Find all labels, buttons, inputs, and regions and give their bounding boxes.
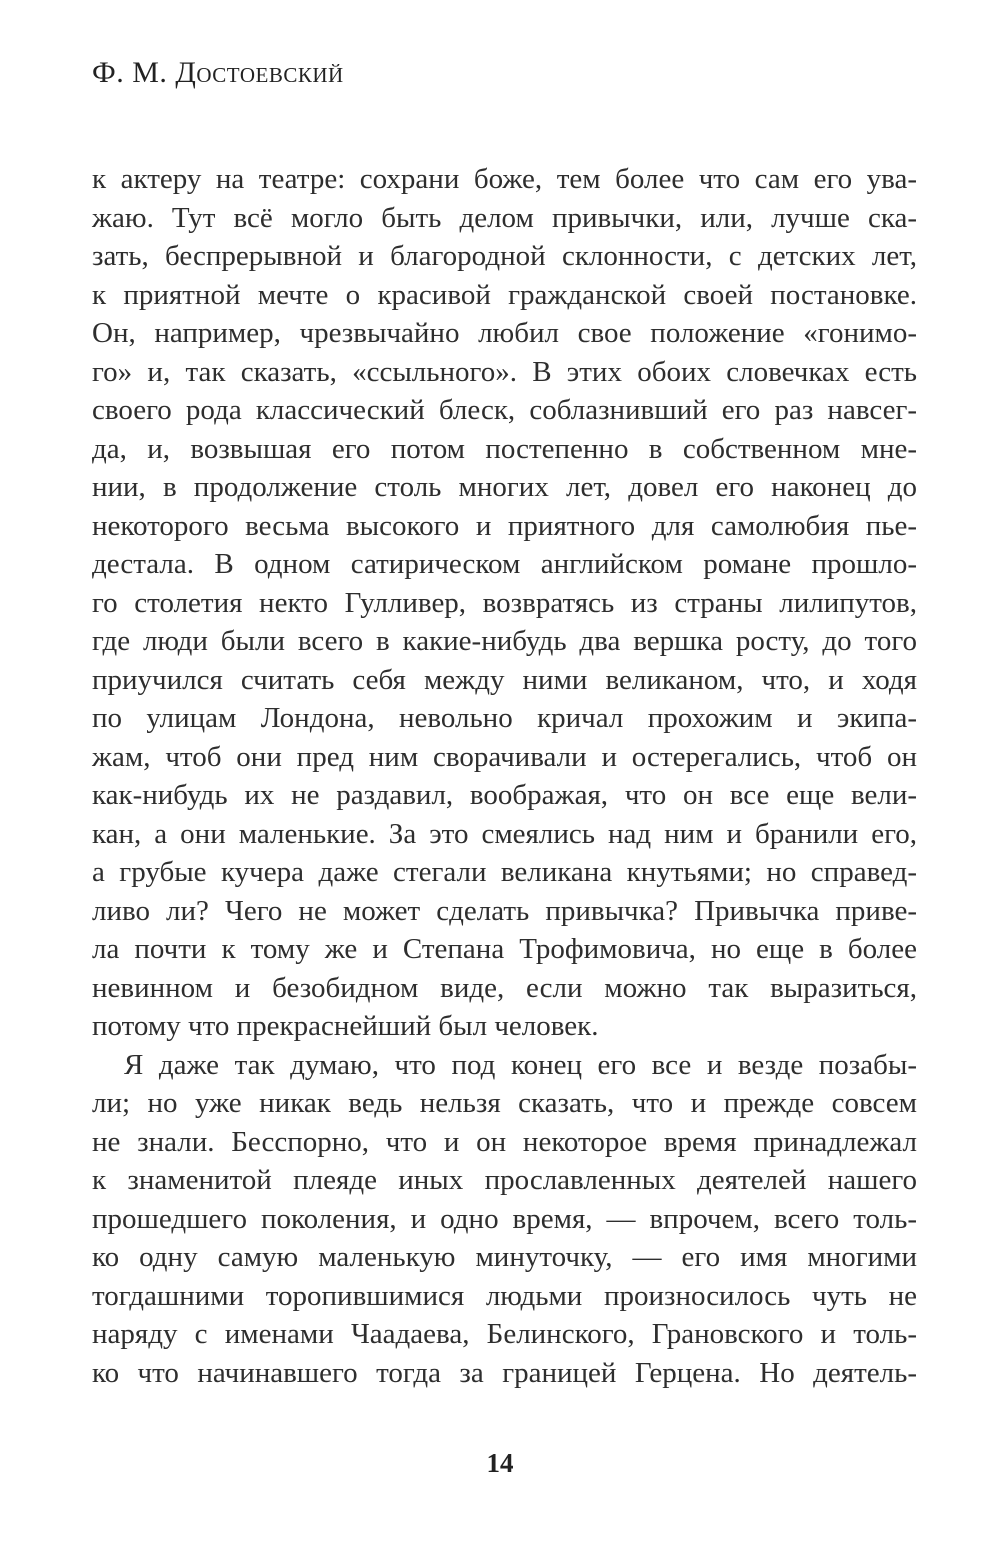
text-line: к актеру на театре: сохрани боже, тем более что сам его ува- (92, 163, 917, 195)
text-line: не знали. Бесспорно, что и он некоторое время принадлежал (92, 1125, 917, 1158)
text-line: ко одну самую маленькую минуточку, — его имя многими (92, 1241, 917, 1273)
text-line: своего рода классический блеск, соблазнивший его раз навсег- (92, 394, 917, 426)
text-line: где люди были всего в какие-нибудь два вершка росту, до того (92, 625, 917, 657)
text-line: потому что прекраснейший был человек. (92, 1010, 599, 1042)
text-line: как-нибудь их не раздавил, воображая, что он все еще вели- (92, 779, 917, 811)
text-line: прошедшего поколения, и одно время, — впрочем, всего толь- (92, 1202, 917, 1235)
text-line: к приятной мечте о красивой гражданской своей постановке. (92, 278, 917, 311)
text-line: жаю. Тут всё могло быть делом привычки, или, лучше ска- (92, 201, 917, 234)
text-line: некоторого весьма высокого и приятного для самолюбия пье- (92, 509, 917, 542)
text-line: Он, например, чрезвычайно любил свое положение «гонимо- (92, 317, 917, 349)
text-line: к знаменитой плеяде иных прославленных деятелей нашего (92, 1164, 917, 1196)
text-line: кан, а они маленькие. За это смеялись над ним и бранили его, (92, 817, 917, 850)
paragraph-1 (92, 160, 917, 1046)
text-line: приучился считать себя между ними великаном, что, и ходя (92, 663, 917, 696)
text-line: Я даже так думаю, что под конец его все и везде позабы- (124, 1048, 917, 1081)
text-line: по улицам Лондона, невольно кричал прохожим и экипа- (92, 702, 917, 734)
text-line: жам, чтоб они пред ним сворачивали и остерегались, чтоб он (92, 740, 917, 773)
page-number: 14 (486, 1448, 514, 1478)
running-head: Ф. М. Достоевский (92, 56, 344, 89)
text-line: го столетия некто Гулливер, возвратясь из страны лилипутов, (92, 586, 917, 619)
paragraph-2 (92, 1046, 917, 1393)
text-line: нии, в продолжение столь многих лет, довел его наконец до (92, 471, 917, 503)
text-line: тогдашними торопившимися людьми произносилось чуть не (92, 1279, 917, 1312)
text-line: ли; но уже никак ведь нельзя сказать, что и прежде совсем (92, 1087, 917, 1119)
text-line: зать, беспрерывной и благородной склонности, с детских лет, (92, 240, 917, 272)
text-line: ла почти к тому же и Степана Трофимовича, но еще в более (92, 933, 917, 965)
text-line: наряду с именами Чаадаева, Белинского, Грановского и толь- (92, 1318, 917, 1350)
text-line: невинном и безобидном виде, если можно так выразиться, (92, 971, 917, 1004)
text-line: да, и, возвышая его потом постепенно в собственном мне- (92, 432, 917, 465)
text-line: дестала. В одном сатирическом английском романе прошло- (92, 548, 917, 580)
text-line: ливо ли? Чего не может сделать привычка? Привычка приве- (92, 894, 917, 927)
text-line: го» и, так сказать, «ссыльного». В этих обоих словечках есть (92, 355, 917, 388)
text-line: а грубые кучера даже стегали великана кнутьями; но справед- (92, 856, 917, 888)
body-text (92, 160, 917, 1392)
text-line: ко что начинавшего тогда за границей Герцена. Но деятель- (92, 1356, 917, 1389)
